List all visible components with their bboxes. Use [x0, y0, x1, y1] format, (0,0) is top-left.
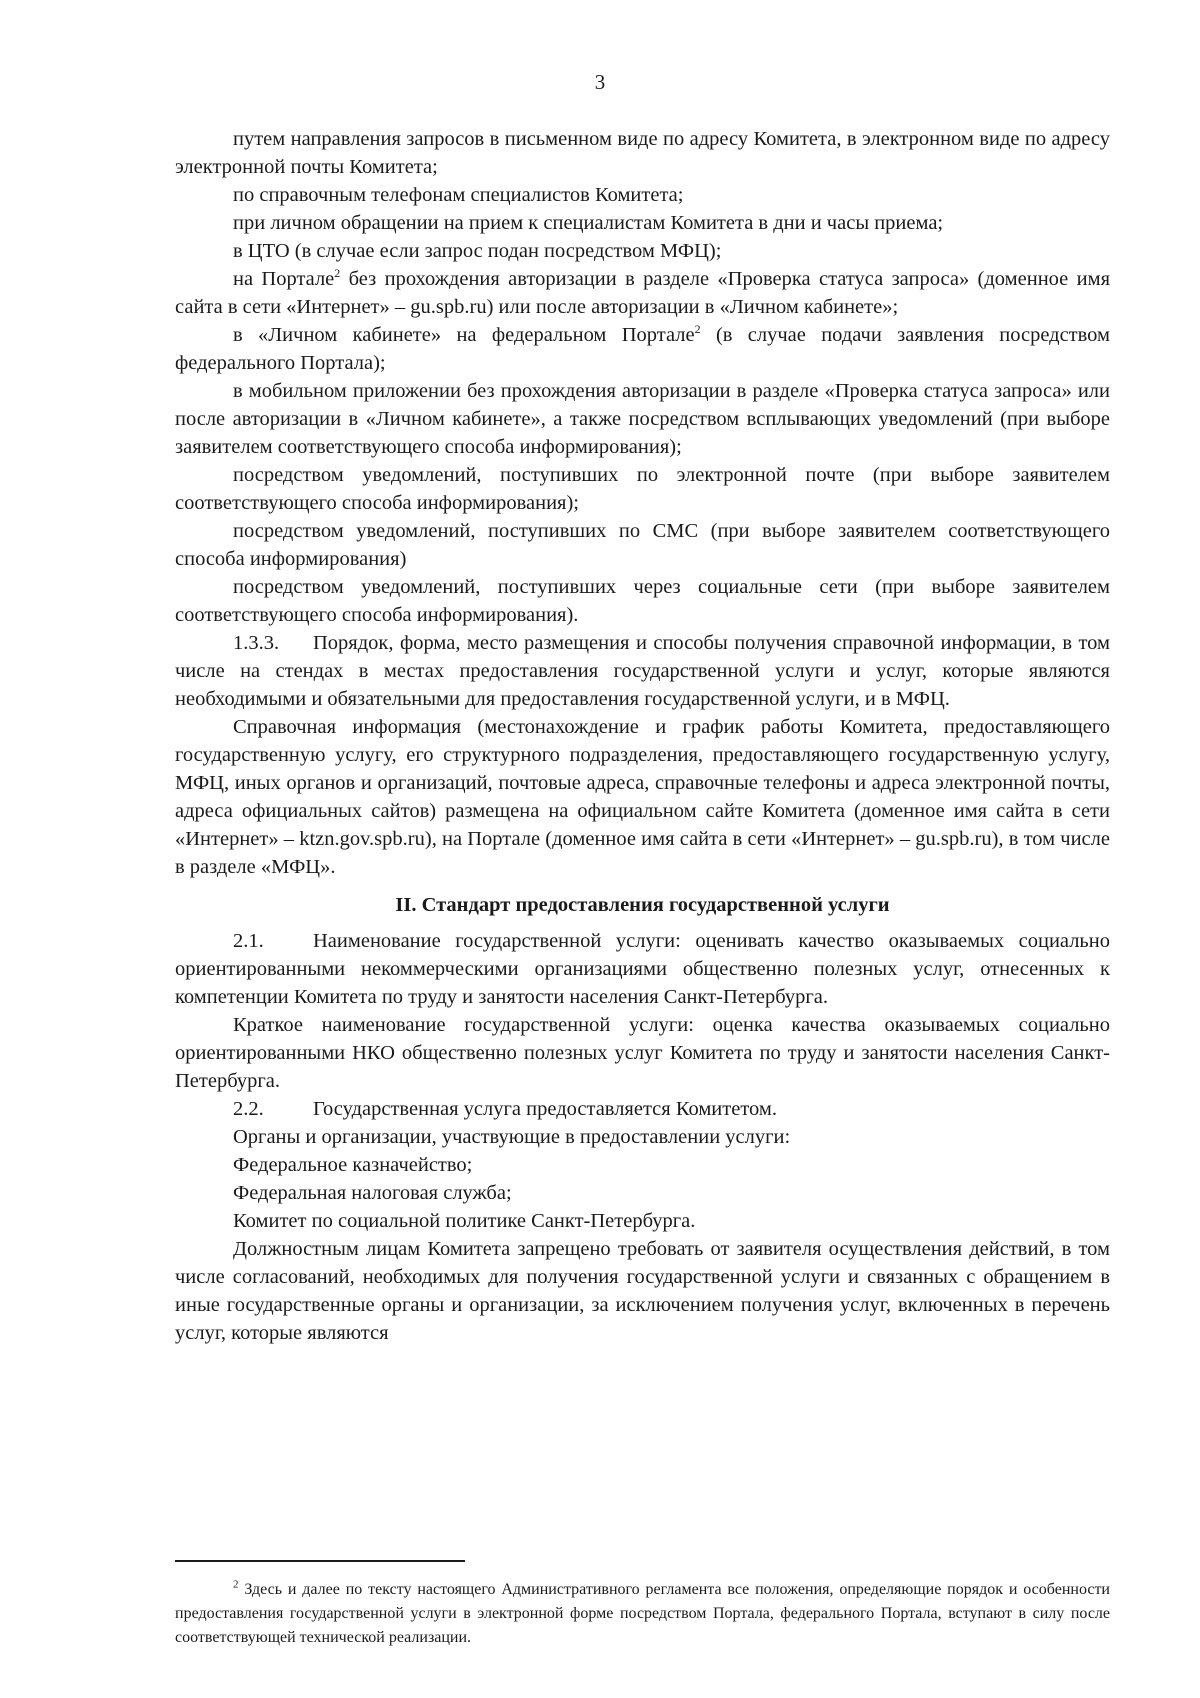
footnote-divider — [175, 1560, 465, 1562]
paragraph: Должностным лицам Комитета запрещено требовать от заявителя осуществления действий, в том числе согласований, необходимых для получения государственной услуги и связанных с обращением в иные государственные органы и организации, за исключением получения услуг, включенных в перечень услуг, которые являются — [175, 1238, 1110, 1344]
paragraph: Федеральная налоговая служба; — [233, 1182, 512, 1204]
paragraph: посредством уведомлений, поступивших через социальные сети (при выборе заявителем соответствующего способа информирования). — [175, 576, 1110, 626]
paragraph — [175, 321, 1110, 377]
paragraph-text: на Портале — [233, 268, 335, 290]
footnote-marker: 2 — [233, 1578, 239, 1591]
paragraph: Краткое наименование государственной услуги: оценка качества оказываемых социально ориентированными НКО общественно полезных услуг Комитета по труду и занятости населения Санкт-Петербурга. — [175, 1014, 1110, 1092]
paragraph: по справочным телефонам специалистов Комитета; — [233, 184, 684, 206]
document-body — [175, 125, 1110, 1347]
paragraph-text: в «Личном кабинете» на федеральном Портале — [233, 324, 695, 346]
footnote — [175, 1578, 1110, 1650]
paragraph — [175, 265, 1110, 321]
paragraph: Комитет по социальной политике Санкт-Петербурга. — [233, 1210, 696, 1232]
paragraph: посредством уведомлений, поступивших по СМС (при выборе заявителем соответствующего способа информирования) — [175, 520, 1110, 570]
paragraph-text: Государственная услуга предоставляется Комитетом. — [313, 1098, 777, 1120]
paragraph — [175, 1095, 1110, 1123]
section-number: 2.1. — [233, 930, 264, 952]
paragraph: Справочная информация (местонахождение и график работы Комитета, предоставляющего государственную услугу, его структурного подразделения, предоставляющего государственную услугу, МФЦ, иных органов и организаций, почтовые адреса, справочные телефоны и адреса электронной почты, адреса официальных сайтов) размещена на официальном сайте Комитета (доменное имя сайта в сети «Интернет» – ktzn.gov.spb.ru), на Портале (доменное имя сайта в сети «Интернет» – gu.spb.ru), в том числе в разделе «МФЦ». — [175, 716, 1110, 878]
paragraph: при личном обращении на прием к специалистам Комитета в дни и часы приема; — [233, 212, 944, 234]
footnote-text: Здесь и далее по тексту настоящего Административного регламента все положения, определяющие порядок и особенности предоставления государственной услуги в электронной форме посредством Портала, федерального Портала, вступают в силу после соответствующей технической реализации. — [175, 1581, 1110, 1646]
paragraph: Органы и организации, участвующие в предоставлении услуги: — [233, 1126, 791, 1148]
section-number: 1.3.3. — [233, 632, 280, 654]
paragraph-text: без прохождения авторизации в разделе «Проверка статуса запроса» (доменное имя сайта в сети «Интернет» – gu.spb.ru) или после авторизации в «Личном кабинете»; — [175, 268, 1111, 318]
paragraph: Федеральное казначейство; — [233, 1154, 473, 1176]
paragraph: посредством уведомлений, поступивших по электронной почте (при выборе заявителем соответствующего способа информирования); — [175, 464, 1110, 514]
footnote-ref: 2 — [334, 266, 341, 281]
paragraph-text: (в случае подачи заявления посредством федерального Портала); — [175, 324, 1111, 374]
section-heading: II. Стандарт предоставления государственной услуги — [395, 894, 890, 916]
paragraph — [175, 927, 1110, 1011]
paragraph: путем направления запросов в письменном виде по адресу Комитета, в электронном виде по адресу электронной почты Комитета; — [175, 128, 1110, 178]
paragraph: в мобильном приложении без прохождения авторизации в разделе «Проверка статуса запроса» или после авторизации в «Личном кабинете», а также посредством всплывающих уведомлений (при выборе заявителем соответствующего способа информирования); — [175, 380, 1110, 458]
page-number: 3 — [594, 70, 606, 94]
paragraph-text: Наименование государственной услуги: оценивать качество оказываемых социально ориентированными некоммерческими организациями общественно полезных услуг, отнесенных к компетенции Комитета по труду и занятости населения Санкт-Петербурга. — [175, 930, 1110, 1008]
paragraph — [175, 629, 1110, 713]
footnote-ref: 2 — [694, 322, 701, 337]
paragraph: в ЦТО (в случае если запрос подан посредством МФЦ); — [233, 240, 722, 262]
paragraph-text: Порядок, форма, место размещения и способы получения справочной информации, в том числе на стендах в местах предоставления государственной услуги и услуг, которые являются необходимыми и обязательными для предоставления государственной услуги, и в МФЦ. — [175, 632, 1110, 710]
section-number: 2.2. — [233, 1098, 264, 1120]
